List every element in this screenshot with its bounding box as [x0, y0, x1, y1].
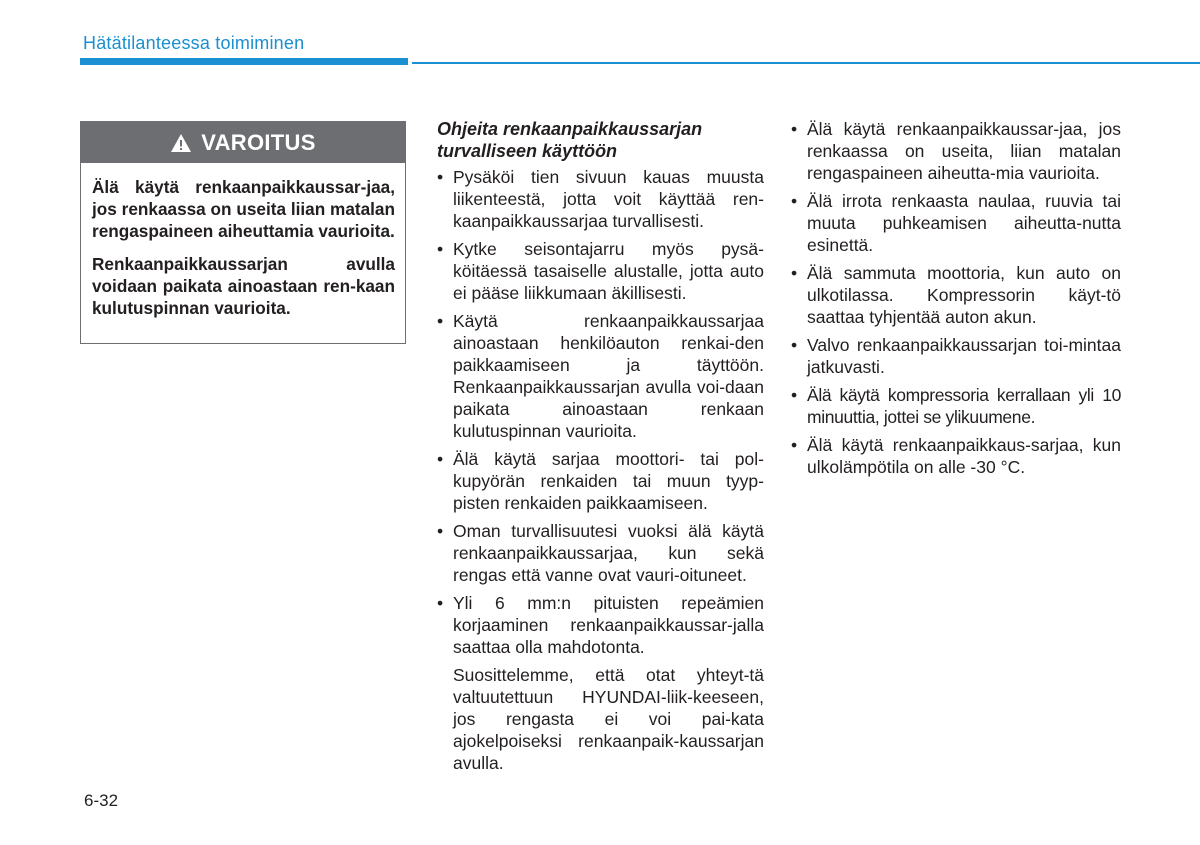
- list-item: • Käytä renkaanpaikkaussarjaa ainoastaan henkilöauton renkai-den paikkaamiseen ja täyttöön. Renkaanpaikkaussarjan avulla voi-daan paikata ainoastaan renkaan kulutuspinnan vaurioita.: [437, 310, 764, 442]
- warning-title: VAROITUS: [201, 129, 316, 155]
- list-item: • Valvo renkaanpaikkaussarjan toi-mintaa jatkuvasti.: [791, 334, 1121, 378]
- warning-body: [81, 163, 405, 319]
- instructions-list: [437, 166, 764, 658]
- list-item: • Älä käytä sarjaa moottori- tai pol-kupyörän renkaiden tai muun tyyp-pisten renkaiden paikkaamiseen.: [437, 448, 764, 514]
- list-item: • Kytke seisontajarru myös pysä-köitäessä tasaiselle alustalle, jotta auto ei pääse liikkumaan äkillisesti.: [437, 238, 764, 304]
- list-item: • Älä käytä renkaanpaikkaus-sarjaa, kun ulkolämpötila on alle -30 °C.: [791, 434, 1121, 478]
- warning-paragraph: Älä käytä renkaanpaikkaussar-jaa, jos renkaassa on useita liian matalan rengaspaineen aiheuttamia vaurioita.: [92, 177, 395, 241]
- list-item: • Älä käytä renkaanpaikkaussar-jaa, jos renkaassa on useita, liian matalan rengaspaineen aiheutta-mia vaurioita.: [791, 118, 1121, 184]
- warning-header: [81, 122, 405, 163]
- section-title: Hätätilanteessa toimiminen: [83, 33, 305, 53]
- recommendation-note: Suosittelemme, että otat yhteyt-tä valtuutettuun HYUNDAI-liik-keeseen, jos rengasta ei voi pai-kata ajokelpoiseksi renkaanpaik-kaussarjan avulla.: [453, 665, 764, 773]
- list-item: • Yli 6 mm:n pituisten repeämien korjaaminen renkaanpaikkaussar-jalla saattaa olla mahdotonta.: [437, 592, 764, 658]
- warning-triangle-icon: [170, 133, 192, 153]
- page-number: 6-32: [84, 791, 119, 810]
- list-item: • Älä irrota renkaasta naulaa, ruuvia tai muuta puhkeamisen aiheutta-nutta esinettä.: [791, 190, 1121, 256]
- warning-paragraph: Renkaanpaikkaussarjan avulla voidaan paikata ainoastaan ren-kaan kulutuspinnan vaurioita.: [92, 254, 395, 318]
- right-column: [791, 118, 1121, 484]
- middle-column: [437, 118, 764, 774]
- cautions-list: [791, 118, 1121, 478]
- warning-box: [80, 121, 406, 344]
- header-bar: [80, 58, 408, 65]
- list-item: • Älä käytä kompressoria kerrallaan yli 10 minuuttia, jottei se ylikuumene.: [791, 384, 1121, 428]
- list-item: • Älä sammuta moottoria, kun auto on ulkotilassa. Kompressorin käyt-tö saattaa tyhjentää auton akun.: [791, 262, 1121, 328]
- instructions-heading: Ohjeita renkaanpaikkaussarjan turvalliseen käyttöön: [437, 119, 703, 161]
- header-rule: [412, 62, 1200, 64]
- list-item: • Pysäköi tien sivuun kauas muusta liikenteestä, jotta voit käyttää ren-kaanpaikkaussarjaa turvallisesti.: [437, 166, 764, 232]
- list-item: • Oman turvallisuutesi vuoksi älä käytä renkaanpaikkaussarjaa, kun sekä rengas että vanne ovat vauri-oituneet.: [437, 520, 764, 586]
